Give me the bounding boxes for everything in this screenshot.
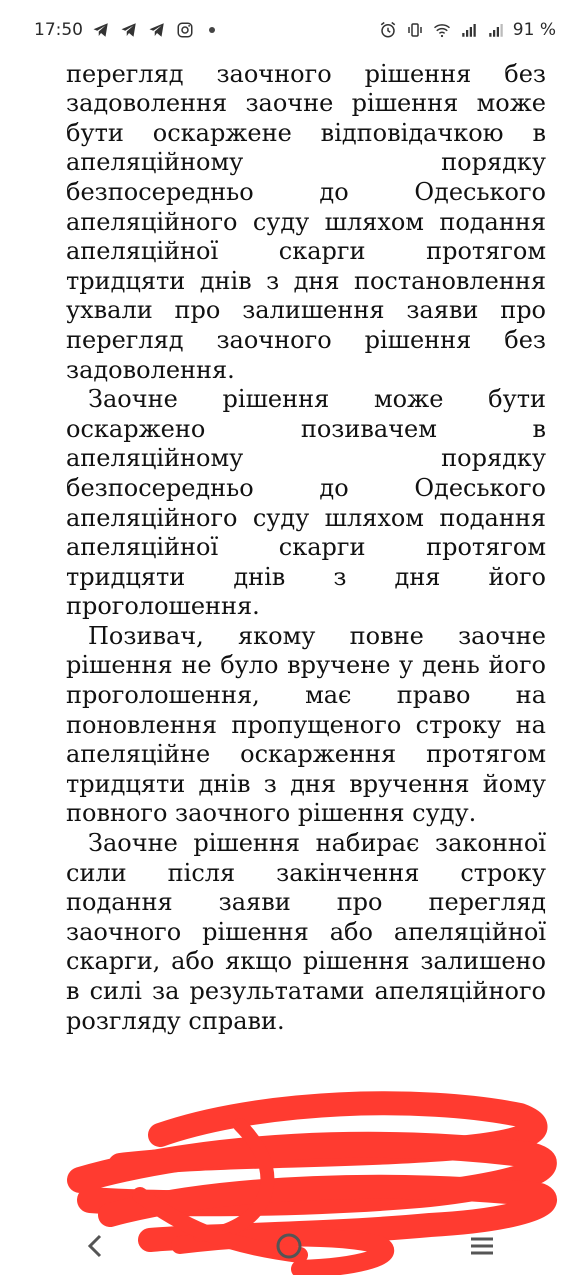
navigation-bar [0, 1212, 578, 1280]
paragraph: Заочне рішення набирає законної сили після закінчення строку подання заяви про перегляд заочного рішення або апеляційної скарги, або якщо рішення залишено в силі за результатами апеляційного розгляду справи. [66, 829, 546, 1035]
signal-icon [486, 20, 506, 40]
telegram-icon [147, 20, 167, 40]
battery-level: 91 % [512, 20, 556, 40]
recents-icon [468, 1232, 496, 1260]
status-time: 17:50 [34, 20, 83, 40]
signal-icon [459, 20, 479, 40]
document-body [66, 30, 546, 1036]
paragraph: Позивач, якому повне заочне рішення не було вручене у день його проголошення, має право на поновлення пропущеного строку на апеляційне оскарження протягом тридцяти днів з дня вручення йому повного заочного рішення суду. [66, 621, 546, 828]
paragraph: перегляд заочного рішення без задоволення заочне рішення може бути оскаржене відповідачкою в апеляційному порядку безпосередньо до Одеського апеляційного суду шляхом подання апеляційної скарги протягом тридцяти днів з дня постановлення ухвали про залишення заяви про перегляд заочного рішення без задоволення. [66, 59, 546, 384]
instagram-icon [175, 20, 195, 40]
status-bar [0, 0, 578, 60]
back-icon [84, 1232, 108, 1260]
wifi-icon [432, 20, 452, 40]
home-icon [274, 1231, 304, 1261]
telegram-icon [119, 20, 139, 40]
back-button[interactable] [71, 1221, 121, 1271]
home-button[interactable] [264, 1221, 314, 1271]
more-notifications-icon [209, 27, 215, 33]
paragraph: Заочне рішення може бути оскаржено позивачем в апеляційному порядку безпосередньо до Одеського апеляційного суду шляхом подання апеляційної скарги протягом тридцяти днів з дня його проголошення. [66, 385, 546, 621]
alarm-icon [378, 20, 398, 40]
recents-button[interactable] [457, 1221, 507, 1271]
telegram-icon [91, 20, 111, 40]
vibrate-icon [405, 20, 425, 40]
